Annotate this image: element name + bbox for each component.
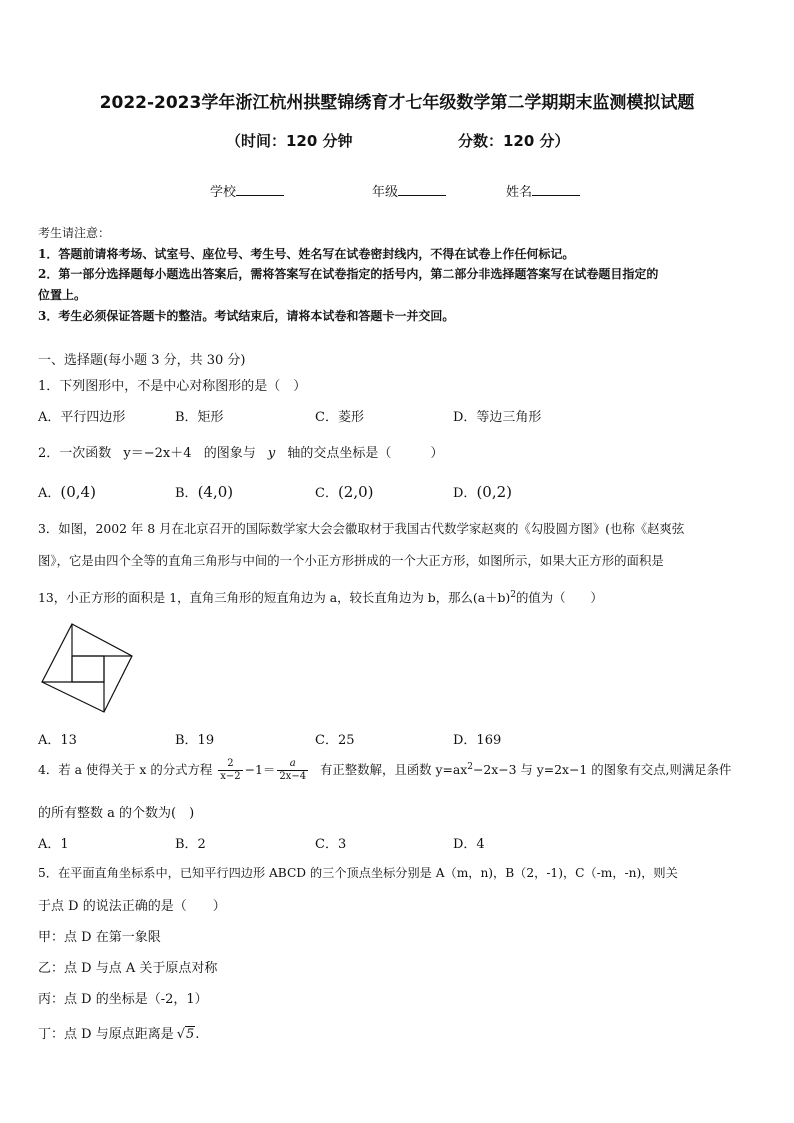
q2-option-b-value: (4,0)	[197, 483, 234, 501]
q3-line-1: 3．如图，2002 年 8 月在北京召开的国际数学家大会会徽取材于我国古代数学家赵爽的《勾股圆方图》(也称《赵爽弦	[38, 521, 685, 536]
school-label: 学校	[210, 185, 237, 200]
exam-title: 2022-2023学年浙江杭州拱墅锦绣育才七年级数学第二学期期末监测模拟试题	[99, 93, 695, 113]
q1-option-a: A．平行四边形	[38, 410, 126, 425]
q2-stem-b: 的图象与	[203, 446, 256, 461]
outer-square	[42, 624, 132, 712]
q2-option-b-label: B．	[175, 486, 198, 501]
q2-option-a-label: A．	[38, 486, 61, 501]
q3-option-d: D．169	[453, 733, 502, 748]
notice-item-2: 2．第一部分选择题每小题选出答案后，需将答案写在试卷指定的括号内，第二部分非选择题答案写在试卷题目指定的	[38, 267, 659, 281]
name-blank	[532, 183, 580, 196]
q2-option-d-value: (0,2)	[476, 483, 512, 501]
q2-stem-a: 2．一次函数	[38, 446, 112, 461]
q3-line-2: 图》，它是由四个全等的直角三角形与中间的一个小正方形拼成的一个大正方形，如图所示，如果大正方形的面积是	[38, 553, 664, 568]
q4-fraction-2	[277, 758, 308, 783]
q3-option-a: A．13	[38, 733, 77, 748]
q4-fraction-2-den: 2x−4	[279, 771, 307, 782]
q4-exponent: 2	[467, 761, 473, 772]
q3-exponent: 2	[510, 589, 517, 600]
zhao-shuang-diagram	[38, 620, 136, 716]
q4-fraction-1-num: 2	[218, 758, 242, 771]
notice-item-1: 1．答题前请将考场、试室号、座位号、考生号、姓名写在试卷密封线内，不得在试卷上作任何标记。	[38, 247, 575, 261]
q4-stem-a: 4．若 a 使得关于 x 的分式方程	[38, 762, 213, 777]
q2-function: y＝−2x＋4	[123, 446, 192, 461]
q4-line-1	[38, 758, 731, 783]
q4-minus-one: −1＝	[244, 762, 276, 777]
q4-fraction-1-den: x−2	[220, 771, 241, 782]
q2-stem-c: 轴的交点坐标是（ ）	[287, 446, 444, 461]
q2-option-b	[175, 482, 233, 501]
q2-option-c-label: C．	[315, 486, 338, 501]
name-label: 姓名	[506, 185, 533, 200]
sqrt-symbol: √5	[176, 1027, 195, 1042]
q4-option-a: A．1	[38, 837, 69, 852]
section-heading: 一、选择题(每小题 3 分，共 30 分)	[38, 353, 246, 368]
notice-item-2-cont: 位置上。	[38, 288, 87, 302]
sqrt-radicand: 5	[186, 1027, 195, 1042]
q5-statement-ding	[38, 1023, 199, 1042]
q5-statement-yi: 乙：点 D 与点 A 关于原点对称	[38, 961, 218, 976]
q4-option-c: C．3	[315, 837, 347, 852]
notice-item-3: 3．考生必须保证答题卡的整洁。考试结束后，请将本试卷和答题卡一并交回。	[38, 309, 455, 323]
q3-option-c: C．25	[315, 733, 355, 748]
q4-option-b: B．2	[175, 837, 206, 852]
q3-option-b: B．19	[175, 733, 215, 748]
q2-stem	[38, 442, 443, 461]
grade-label: 年级	[372, 185, 399, 200]
q2-option-c-value: (2,0)	[337, 483, 374, 501]
q2-option-a-value: (0,4)	[60, 483, 96, 501]
q5-line-2: 于点 D 的说法正确的是（ ）	[38, 899, 226, 914]
q5-statement-ding-text: 丁：点 D 与原点距离是	[38, 1027, 174, 1042]
q2-axis: y	[267, 446, 276, 461]
q2-option-c	[315, 482, 374, 501]
grade-blank	[398, 183, 446, 196]
exam-score: 分数：120 分）	[458, 132, 570, 150]
q5-statement-ding-end: .	[195, 1027, 200, 1042]
q1-option-d: D．等边三角形	[453, 410, 542, 425]
q2-option-d	[453, 482, 512, 501]
school-blank	[236, 183, 284, 196]
q5-statement-jia: 甲：点 D 在第一象限	[38, 930, 161, 945]
q2-option-a	[38, 482, 96, 501]
q4-option-d: D．4	[453, 837, 485, 852]
q1-option-b: B．矩形	[175, 410, 224, 425]
q5-line-1: 5．在平面直角坐标系中，已知平行四边形 ABCD 的三个顶点坐标分别是 A（m，n)，B（2，-1)，C（-m，-n)，则关	[38, 866, 678, 880]
q5-statement-bing: 丙：点 D 的坐标是（-2，1）	[38, 992, 208, 1007]
q3-line-3	[38, 588, 603, 606]
q4-fraction-2-num: a	[277, 758, 308, 771]
q3-line-3-a: 13，小正方形的面积是 1，直角三角形的短直角边为 a，较长直角边为 b，那么(a＋b)	[38, 590, 511, 605]
q3-line-3-b: 的值为（ ）	[516, 590, 603, 605]
q1-option-c: C．菱形	[315, 410, 364, 425]
q4-line-2: 的所有整数 a 的个数为( )	[38, 806, 195, 821]
q2-option-d-label: D．	[453, 486, 477, 501]
q4-stem-b: 有正整数解，且函数 y=ax	[320, 762, 468, 777]
exam-time: （时间：120 分钟	[226, 132, 353, 150]
grade-field	[372, 181, 446, 200]
name-field	[506, 181, 580, 200]
q1-stem: 1．下列图形中，不是中心对称图形的是（ ）	[38, 379, 307, 394]
school-field	[210, 181, 284, 200]
notice-heading: 考生请注意：	[38, 226, 111, 240]
inner-square	[72, 656, 104, 682]
q4-fraction-1	[218, 758, 242, 783]
q4-stem-c: −2x−3 与 y=2x−1 的图象有交点,则满足条件	[472, 762, 732, 777]
